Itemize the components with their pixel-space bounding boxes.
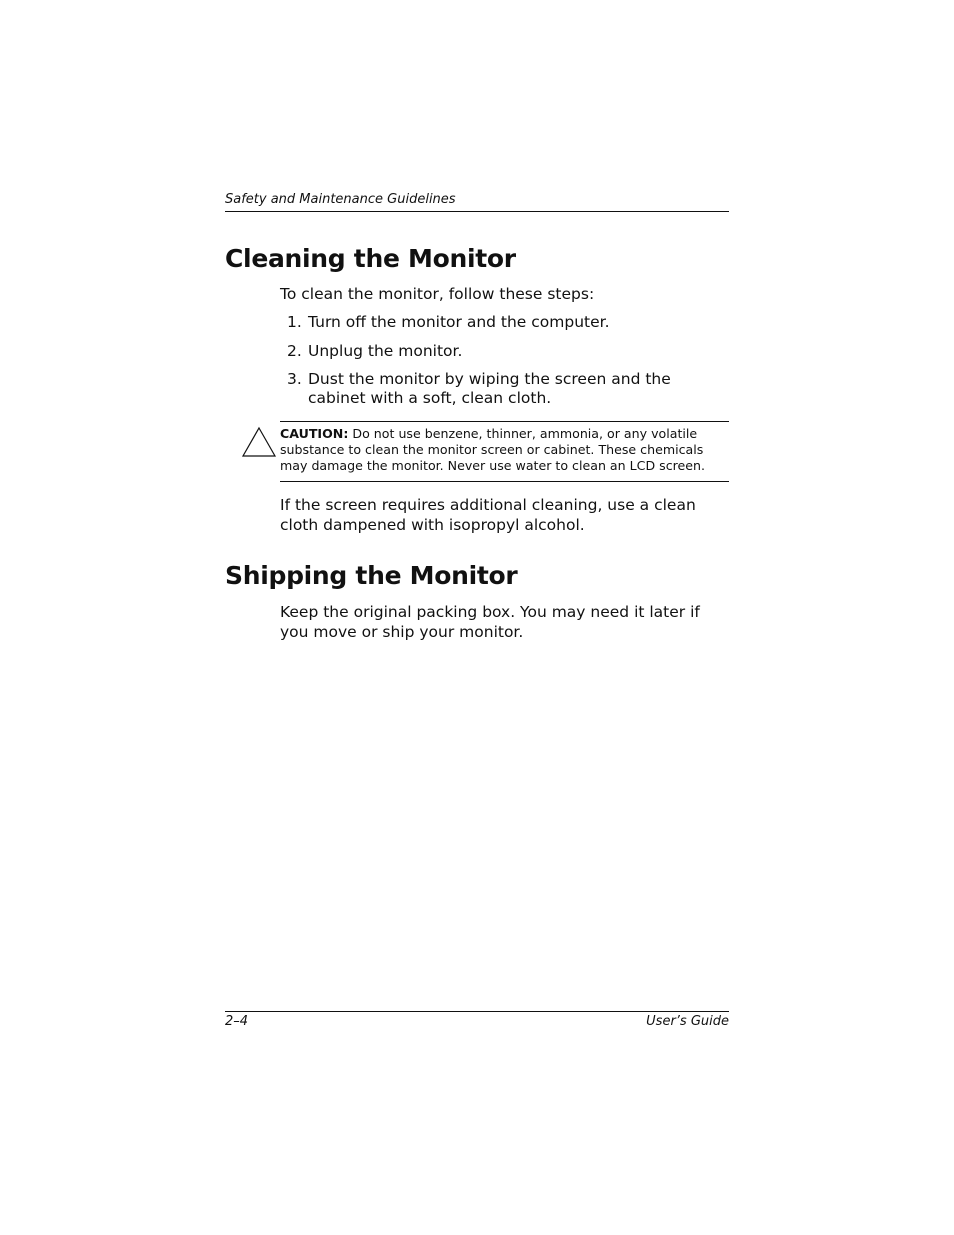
header-rule: [225, 211, 729, 212]
caution-label: CAUTION:: [280, 426, 349, 441]
running-header: Safety and Maintenance Guidelines: [225, 192, 456, 207]
shipping-text: Keep the original packing box. You may need it later if you move or ship your monitor.: [280, 603, 700, 641]
step-text: Unplug the monitor.: [308, 341, 463, 360]
list-item: [280, 370, 730, 408]
step-number: 2.: [287, 341, 302, 360]
caution-note: [280, 426, 730, 474]
section-title-cleaning: Cleaning the Monitor: [225, 244, 516, 273]
step-number: 1.: [287, 313, 302, 331]
caution-rule-bottom: [280, 481, 729, 482]
footer-rule: [225, 1011, 729, 1012]
step-text: Dust the monitor by wiping the screen and the cabinet with a soft, clean cloth.: [308, 370, 671, 407]
step-number: 3.: [287, 370, 302, 388]
cleaning-intro: To clean the monitor, follow these steps:: [280, 285, 595, 303]
list-item: [280, 313, 730, 332]
page-number: 2–4: [225, 1014, 249, 1029]
list-item: [280, 342, 730, 361]
caution-text: Do not use benzene, thinner, ammonia, or any volatile substance to clean the monitor screen or cabinet. These chemicals may damage the monitor. Never use water to clean an LCD screen.: [280, 426, 706, 473]
caution-triangle-icon: [241, 426, 277, 458]
cleaning-steps-list: [280, 313, 730, 418]
extra-cleaning-text: If the screen requires additional cleaning, use a clean cloth dampened with isopropyl alcohol.: [280, 496, 696, 534]
footer-doc-title: User’s Guide: [646, 1014, 729, 1029]
step-text: Turn off the monitor and the computer.: [308, 313, 610, 331]
section-title-shipping: Shipping the Monitor: [225, 561, 518, 590]
caution-rule-top: [280, 421, 729, 422]
